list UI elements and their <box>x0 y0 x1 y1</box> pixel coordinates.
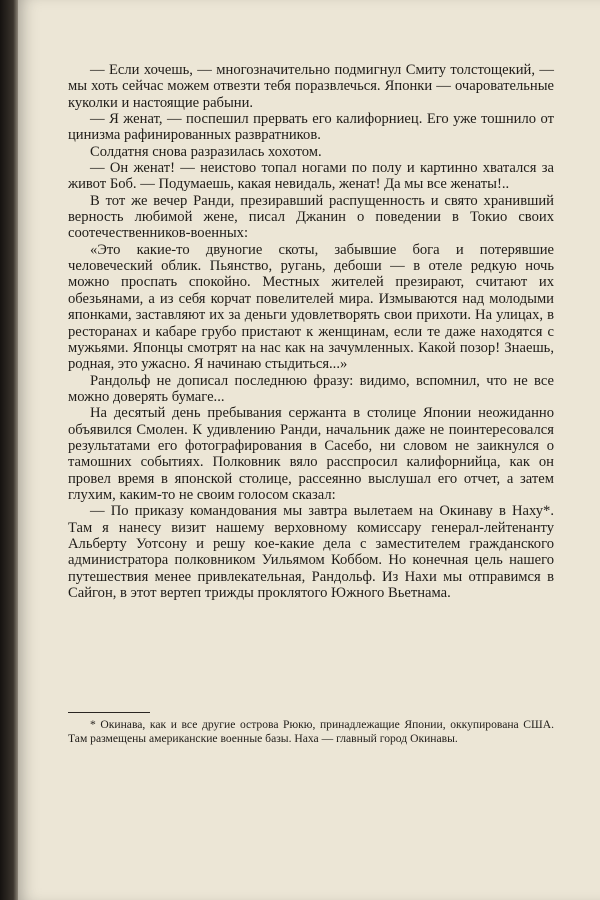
footnote-text: * Окинава, как и все другие острова Рюкю, принадлежащие Японии, оккупирована США. Там размещены американские военные базы. Наха — главный город Окинавы. <box>68 718 554 745</box>
paragraph: — Он женат! — неистово топал ногами по полу и картинно хватался за живот Боб. — Подумаешь, какая невидаль, женат! Да мы все женаты!.. <box>68 160 554 193</box>
paragraph: Солдатня снова разразилась хохотом. <box>90 143 322 160</box>
paragraph: — По приказу командования мы завтра вылетаем на Окинаву в Наху*. Там я нанесу визит нашему верховному комиссару генерал-лейтенанту Альберту Уотсону и решу кое-какие дела с заместителем гражданского администратора полковником Уильямом Коббом. Но конечная цель нашего путешествия менее привлекательная, Рандольф. Из Нахи мы отправимся в Сайгон, в этот вертеп трижды проклятого Южного Вьетнама. <box>68 503 554 601</box>
footnote-divider <box>68 712 150 713</box>
paragraph: — Если хочешь, — многозначительно подмигнул Смиту толстощекий, — мы хоть сейчас можем отвезти тебя поразвлечься. Японки — очаровательные куколки и настоящие рабыни. <box>68 62 554 111</box>
book-page <box>18 0 600 900</box>
paragraph: Рандольф не дописал последнюю фразу: видимо, вспомнил, что не все можно доверять бумаге... <box>68 372 554 405</box>
footnote <box>68 718 554 746</box>
paragraph: «Это какие-то двуногие скоты, забывшие бога и потерявшие человеческий облик. Пьянство, ругань, дебоши — в отеле редкую ночь можно проспать спокойно. Местных жителей презирают, считают их обезьянами, а из себя корчат повелителей мира. Измываются над молодыми японками, заставляют их за деньги удовлетворять свои прихоти. На улицах, в ресторанах и кабаре грубо пристают к женщинам, если те даже находятся с мужьями. Японцы смотрят на нас как на зачумленных. Какой позор! Знаешь, родная, это ужасно. Я начинаю стыдиться...» <box>68 241 554 373</box>
paragraph: В тот же вечер Ранди, презиравший распущенность и свято хранивший верность любимой жене, писал Джанин о поведении в Токио своих соотечественников-военных: <box>68 192 554 242</box>
paragraph: — Я женат, — поспешил прервать его калифорниец. Его уже тошнило от цинизма рафинированных развратников. <box>68 111 554 144</box>
body-text <box>68 62 554 601</box>
paragraph: На десятый день пребывания сержанта в столице Японии неожиданно объявился Смолен. К удивлению Ранди, начальник даже не поинтересовался результатами его фотографирования в Сасебо, ни словом не заикнулся о тамошних событиях. Полковник вяло расспросил калифорнийца, как он провел время в японской столице, рассеянно выслушал его отчет, а затем глухим, каким-то не своим голосом сказал: <box>68 405 554 503</box>
